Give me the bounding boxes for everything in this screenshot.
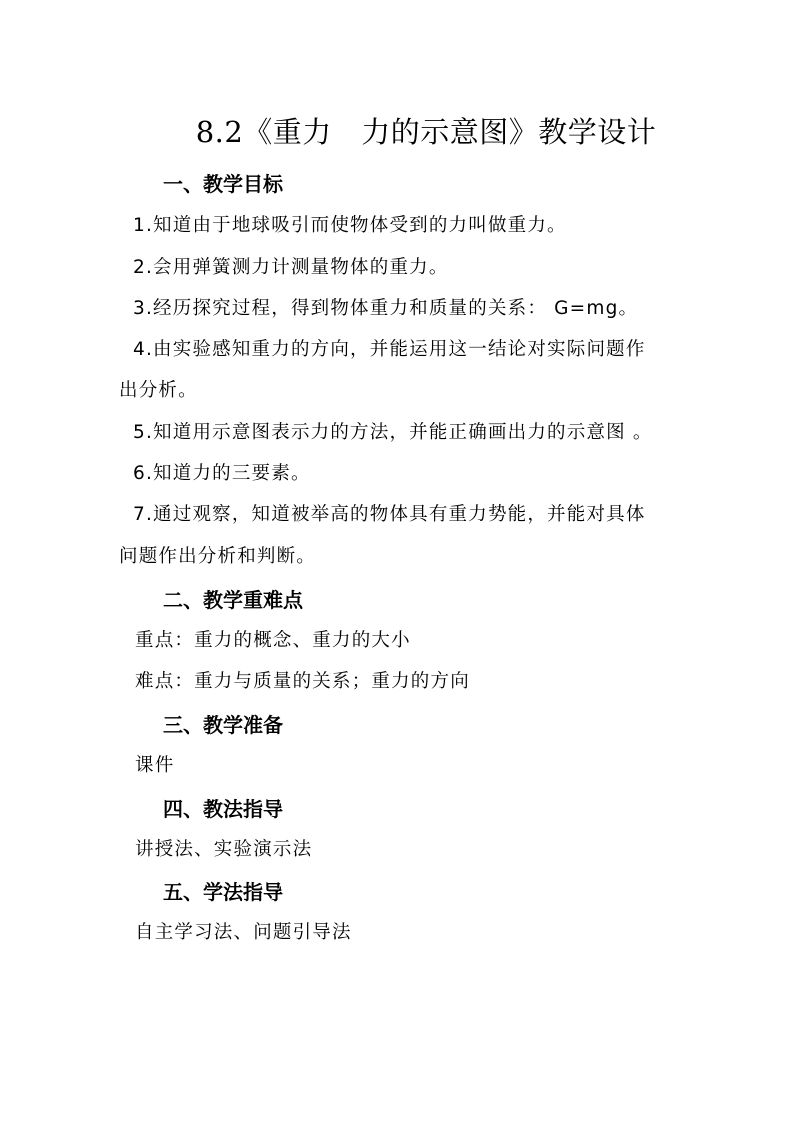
- section-heading-learning-method: 五、学法指导: [163, 880, 283, 904]
- objective-item-7: 7.通过观察，知道被举高的物体具有重力势能，并能对具体: [133, 504, 646, 525]
- section-heading-objectives: 一、教学目标: [163, 172, 283, 196]
- objective-item-6: 6.知道力的三要素。: [133, 463, 311, 484]
- section-heading-preparation: 三、教学准备: [163, 713, 283, 737]
- document-title: 8.2《重力 力的示意图》教学设计: [195, 115, 657, 149]
- objective-item-1: 1.知道由于地球吸引而使物体受到的力叫做重力。: [133, 215, 567, 236]
- learning-method-item: 自主学习法、问题引导法: [135, 922, 352, 943]
- preparation-item: 课件: [135, 755, 175, 776]
- objective-item-7-cont: 问题作出分析和判断。: [119, 546, 317, 567]
- objective-item-4: 4.由实验感知重力的方向，并能运用这一结论对实际问题作: [133, 339, 646, 360]
- teaching-method-item: 讲授法、实验演示法: [135, 839, 313, 860]
- objective-item-5: 5.知道用示意图表示力的方法，并能正确画出力的示意图 。: [133, 422, 653, 443]
- objective-item-4-cont: 出分析。: [119, 380, 198, 401]
- difficult-point: 难点：重力与质量的关系；重力的方向: [135, 671, 470, 692]
- key-point: 重点：重力的概念、重力的大小: [135, 630, 411, 651]
- section-heading-teaching-method: 四、教法指导: [163, 797, 283, 821]
- objective-item-2: 2.会用弹簧测力计测量物体的重力。: [133, 257, 449, 278]
- objective-item-3: 3.经历探究过程，得到物体重力和质量的关系： G=mg。: [133, 298, 639, 319]
- section-heading-key-points: 二、教学重难点: [163, 588, 303, 612]
